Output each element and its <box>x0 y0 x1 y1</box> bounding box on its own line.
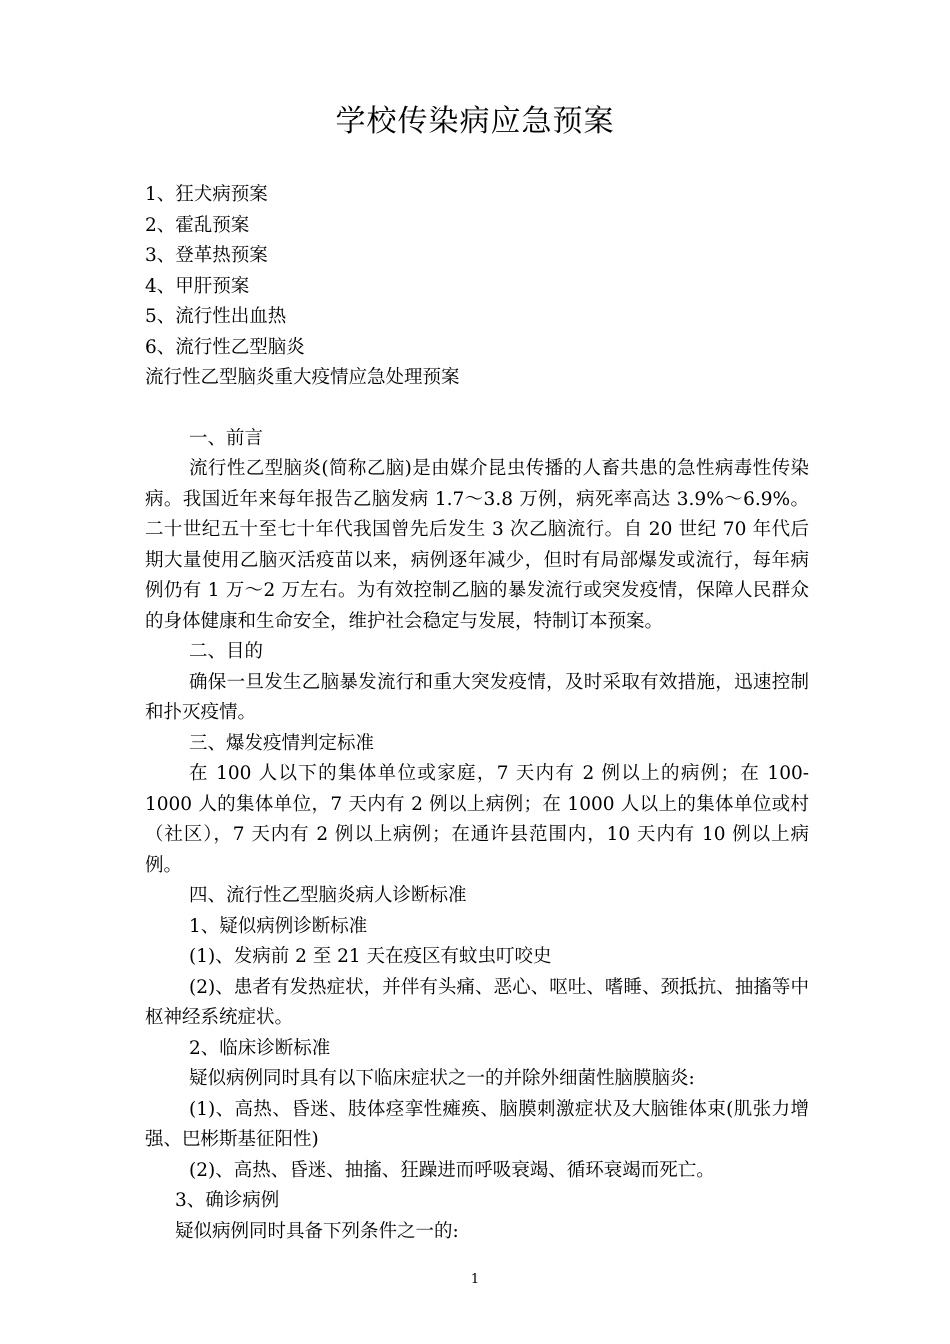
subsection-confirmed: 3、确诊病例 <box>175 1190 280 1211</box>
toc-item-hemorrhagic-fever: 5、流行性出血热 <box>145 306 287 327</box>
toc-item-encephalitis: 6、流行性乙型脑炎 <box>145 336 305 358</box>
document-body <box>145 180 809 1247</box>
spacer <box>145 394 809 424</box>
subsection-suspected: 1、疑似病例诊断标准 <box>189 915 368 937</box>
suspected-item-2: (2)、患者有发热症状，并伴有头痛、恶心、呕吐、嗜睡、颈抵抗、抽搐等中枢神经系统症状。 <box>145 976 809 1028</box>
toc-item-rabies: 1、狂犬病预案 <box>145 184 268 205</box>
document-title: 学校传染病应急预案 <box>335 104 615 139</box>
toc-item-dengue: 3、登革热预案 <box>145 245 268 266</box>
toc-item-cholera: 2、霍乱预案 <box>145 214 250 236</box>
section-paragraph-purpose: 确保一旦发生乙脑暴发流行和重大突发疫情，及时采取有效措施，迅速控制和扑灭疫情。 <box>145 671 809 723</box>
toc-item-hepatitis-a: 4、甲肝预案 <box>145 275 250 297</box>
section-heading-preface: 一、前言 <box>189 427 264 449</box>
page-number: 1 <box>470 1272 480 1287</box>
clinical-intro: 疑似病例同时具有以下临床症状之一的并除外细菌性脑膜脑炎: <box>189 1068 695 1089</box>
section-paragraph-outbreak-criteria: 在 100 人以下的集体单位或家庭，7 天内有 2 例以上的病例；在 100-1000 人的集体单位，7 天内有 2 例以上病例；在 1000 人以上的集体单位或村（社区），7 天内有 2 例以上病例；在通许县范围内，10 天内有 10 例以上病例。 <box>145 763 809 876</box>
plan-title: 流行性乙型脑炎重大疫情应急处理预案 <box>145 367 460 388</box>
confirmed-intro: 疑似病例同时具备下列条件之一的: <box>175 1220 459 1242</box>
section-heading-diagnosis: 四、流行性乙型脑炎病人诊断标准 <box>189 885 467 906</box>
section-heading-purpose: 二、目的 <box>189 641 264 662</box>
section-paragraph-preface: 流行性乙型脑炎(简称乙脑)是由媒介昆虫传播的人畜共患的急性病毒性传染病。我国近年来每年报告乙脑发病 1.7～3.8 万例，病死率高达 3.9%～6.9%。二十世纪五十至七十年代我国曾先后发生 3 次乙脑流行。自 20 世纪 70 年代后期大量使用乙脑灭活疫苗以来，病例逐年减少，但时有局部爆发或流行，每年病例仍有 1 万～2 万左右。为有效控制乙脑的暴发流行或突发疫情，保障人民群众的身体健康和生命安全，维护社会稳定与发展，特制订本预案。 <box>145 458 809 632</box>
clinical-item-2: (2)、高热、昏迷、抽搐、狂躁进而呼吸衰竭、循环衰竭而死亡。 <box>189 1159 715 1181</box>
clinical-item-1: (1)、高热、昏迷、肢体痉挛性瘫痪、脑膜刺激症状及大脑锥体束(肌张力增强、巴彬斯基征阳性) <box>145 1098 809 1150</box>
subsection-clinical: 2、临床诊断标准 <box>189 1037 331 1059</box>
suspected-item-1: (1)、发病前 2 至 21 天在疫区有蚊虫叮咬史 <box>189 946 552 967</box>
section-heading-outbreak-criteria: 三、爆发疫情判定标准 <box>189 732 375 754</box>
